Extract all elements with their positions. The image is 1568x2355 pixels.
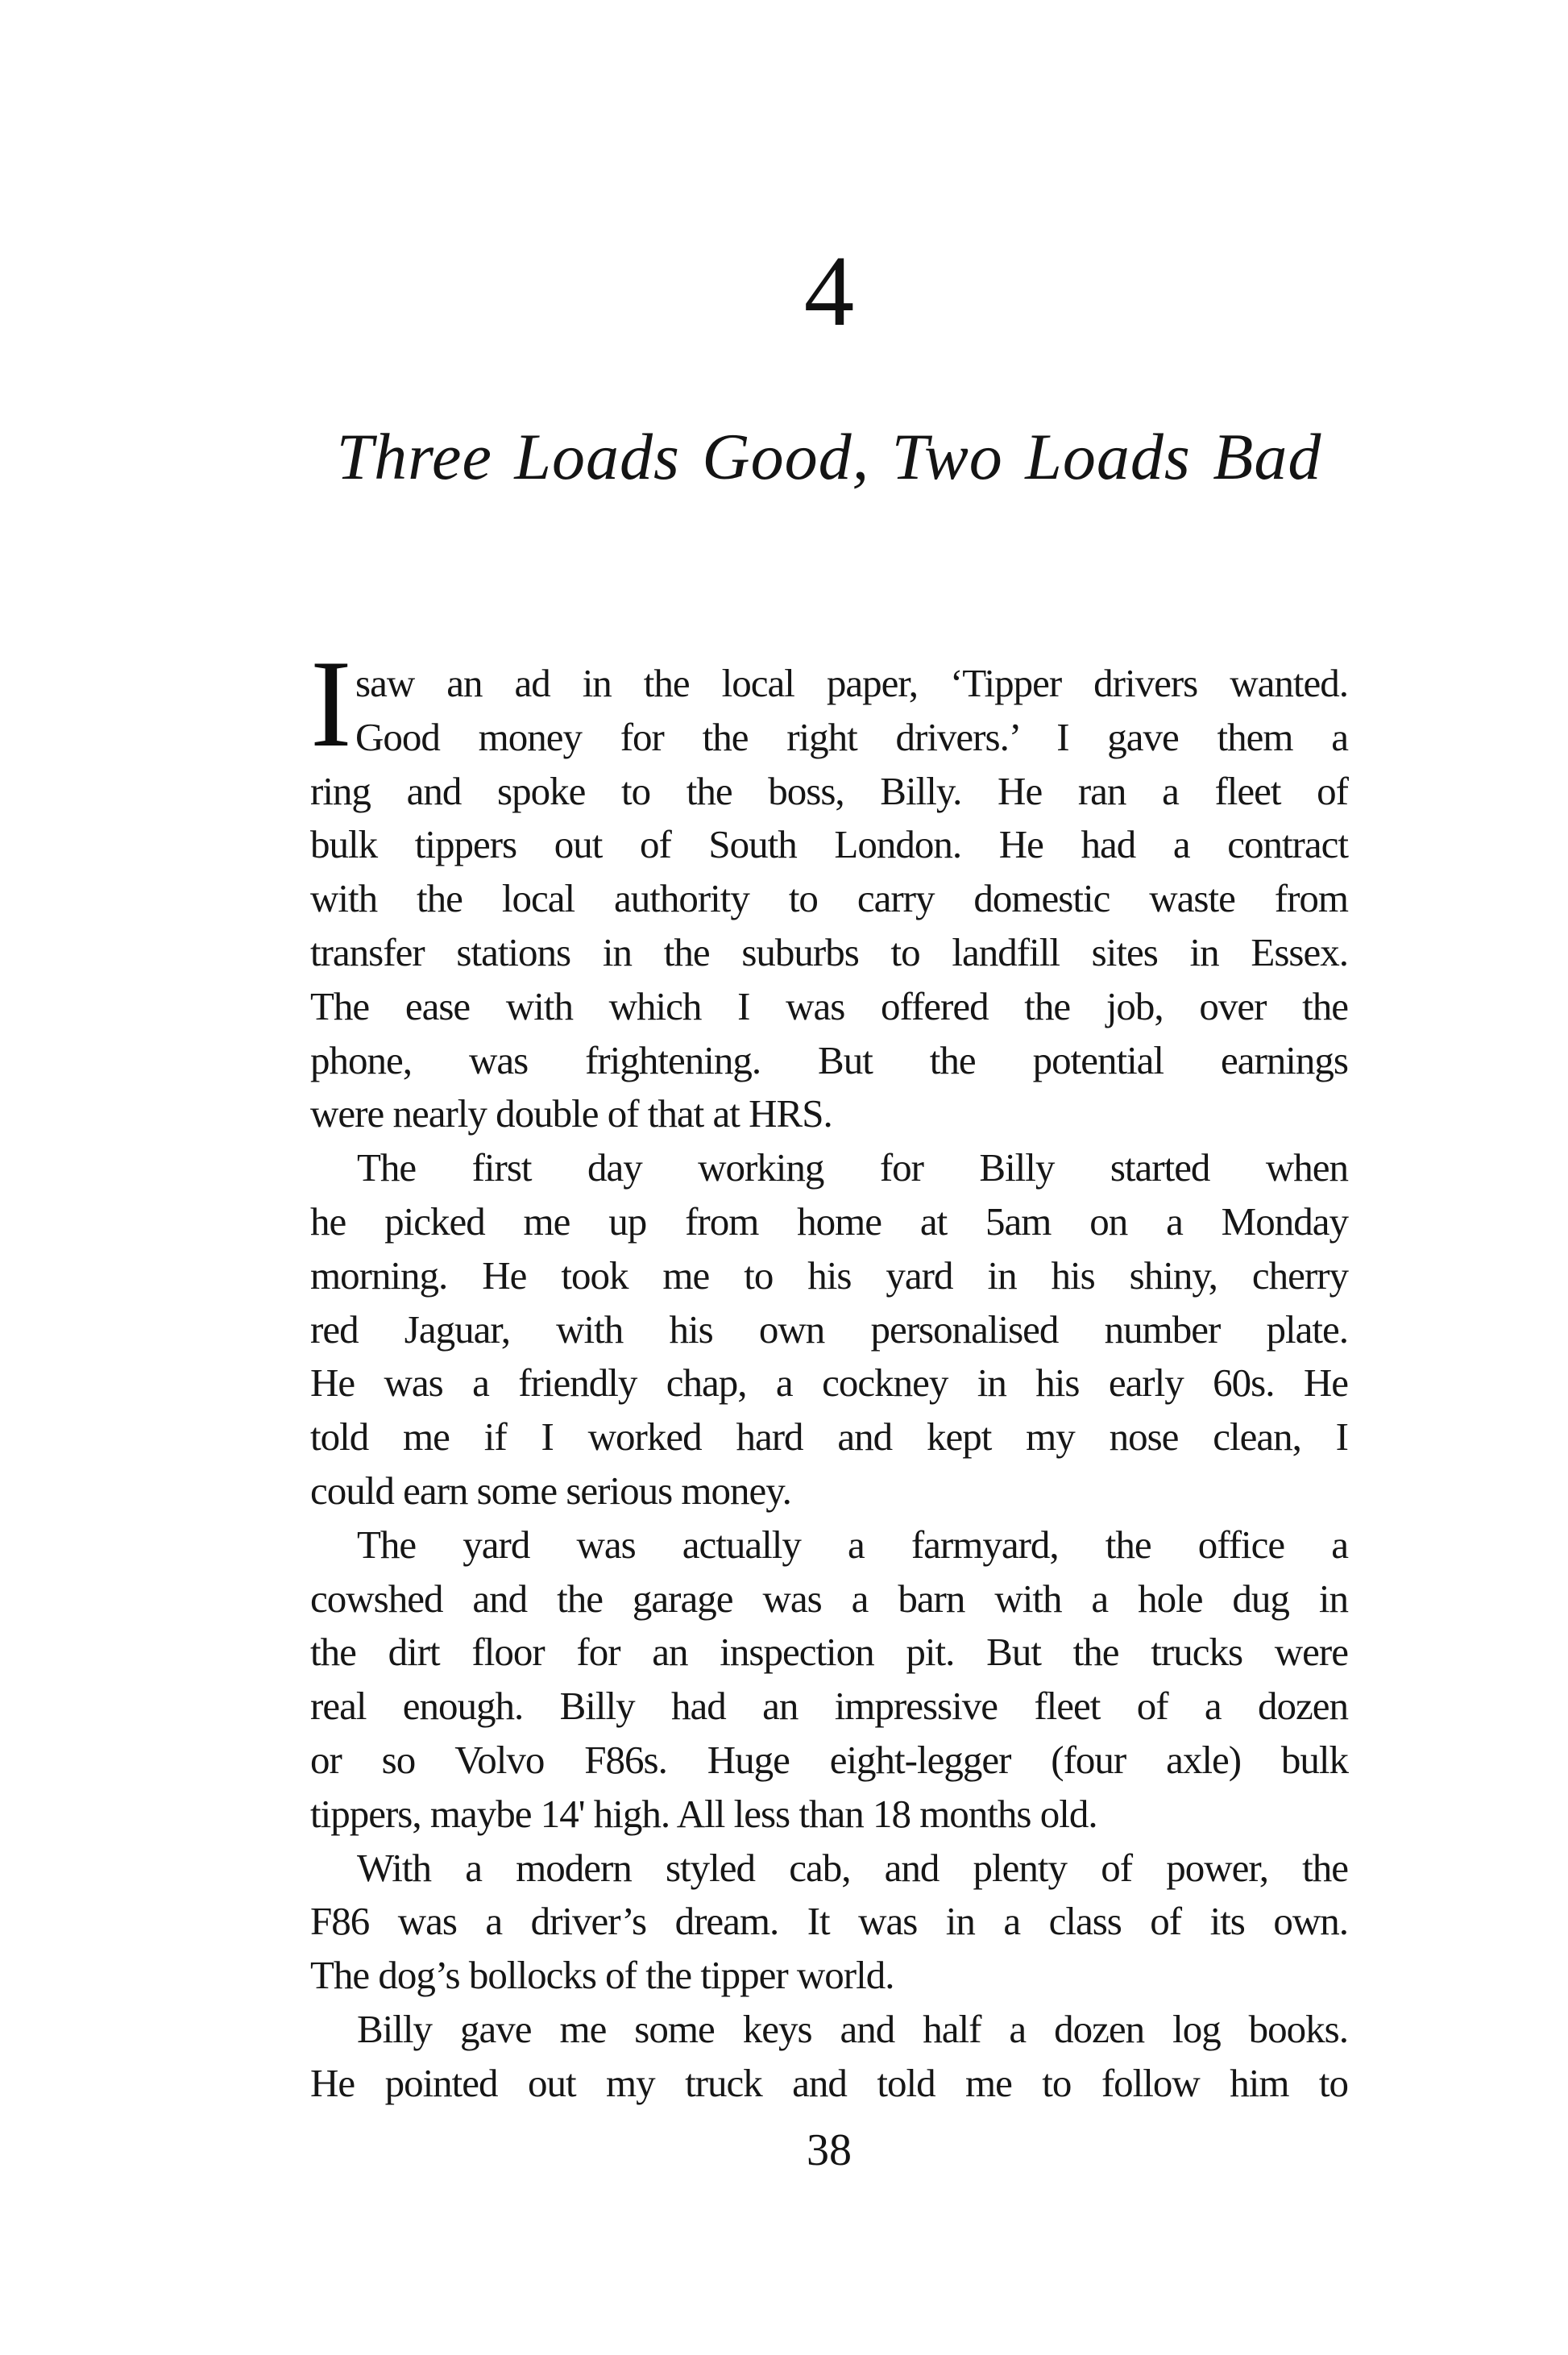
- text-line: or so Volvo F86s. Huge eight-legger (four axle) bulk: [310, 1737, 1348, 1782]
- text-line: bulk tippers out of South London. He had a contract: [310, 822, 1348, 867]
- text-line: The first day working for Billy started when: [357, 1145, 1348, 1190]
- text-line: The yard was actually a farmyard, the office a: [357, 1522, 1348, 1567]
- text-line: phone, was frightening. But the potential earnings: [310, 1037, 1348, 1082]
- drop-cap: I: [310, 634, 352, 773]
- text-line: he picked me up from home at 5am on a Monday: [310, 1198, 1348, 1244]
- text-line: told me if I worked hard and kept my nose clean, I: [310, 1414, 1348, 1460]
- text-line: red Jaguar, with his own personalised number plate.: [310, 1306, 1348, 1352]
- body-text: [310, 634, 1348, 2111]
- text-line: Billy gave me some keys and half a dozen log books.: [357, 2006, 1348, 2051]
- text-line: F86 was a driver’s dream. It was in a class of its own.: [310, 1899, 1348, 1944]
- text-line: The dog’s bollocks of the tipper world.: [310, 1953, 894, 1998]
- chapter-title: Three Loads Good, Two Loads Bad: [336, 420, 1322, 493]
- text-line: with the local authority to carry domestic waste from: [310, 876, 1348, 921]
- text-line: cowshed and the garage was a barn with a hole dug in: [310, 1576, 1348, 1621]
- body-lines: [310, 657, 1348, 2111]
- text-line: saw an ad in the local paper, ‘Tipper drivers wanted.: [355, 661, 1348, 705]
- text-line: transfer stations in the suburbs to landfill sites in Essex.: [310, 929, 1348, 974]
- text-line: He pointed out my truck and told me to follow him to: [310, 2060, 1348, 2105]
- text-line: morning. He took me to his yard in his shiny, cherry: [310, 1252, 1348, 1298]
- chapter-number: 4: [803, 236, 855, 347]
- text-line: ring and spoke to the boss, Billy. He ran a fleet of: [310, 768, 1348, 813]
- text-line: were nearly double of that at HRS.: [310, 1091, 832, 1136]
- text-line: real enough. Billy had an impressive fleet of a dozen: [310, 1684, 1348, 1729]
- text-line: tippers, maybe 14' high. All less than 18 months old.: [310, 1791, 1097, 1836]
- page-number: 38: [807, 2125, 852, 2175]
- text-line: Good money for the right drivers.’ I gave them a: [355, 714, 1348, 759]
- text-line: the dirt floor for an inspection pit. But the trucks were: [310, 1630, 1348, 1675]
- text-line: could earn some serious money.: [310, 1468, 791, 1513]
- text-line: He was a friendly chap, a cockney in his early 60s. He: [310, 1360, 1348, 1406]
- text-line: With a modern styled cab, and plenty of power, the: [357, 1845, 1348, 1890]
- text-line: The ease with which I was offered the job, over the: [310, 983, 1348, 1028]
